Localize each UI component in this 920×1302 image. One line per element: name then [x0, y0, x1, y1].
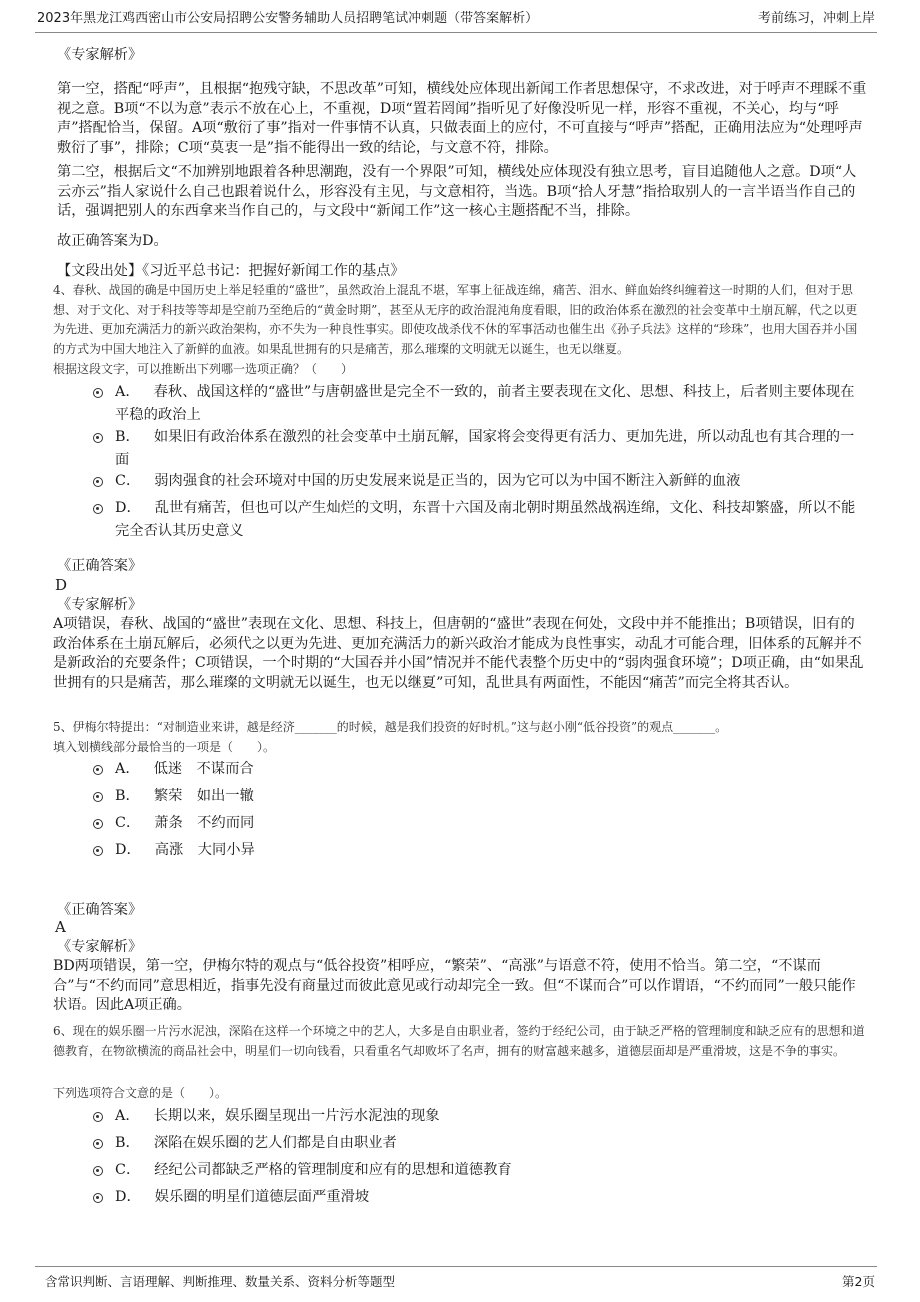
option-text: 弱肉强食的社会环境对中国的历史发展来说是正当的，因为它可以为中国不断注入新鲜的血液: [154, 473, 741, 489]
radio-icon[interactable]: [93, 477, 103, 487]
q6-option-a[interactable]: [93, 1105, 793, 1128]
q5-analysis: BD两项错误，第一空，伊梅尔特的观点与“低谷投资”相呼应，“繁荣”、“高涨”与语意不符，使用不恰当。第二空，“不谋而合”与“不约而同”意思相近，指事先没有商量过而彼此意见或行动却完全一致。但“不谋而合”可以作谓语，“不约而同”一般只能作状语。因此A项正确。: [53, 958, 856, 1013]
option-text: 娱乐圈的明星们道德层面严重滑坡: [154, 1189, 370, 1205]
q6-prompt: 下列选项符合文意的是（ ）。: [53, 1086, 228, 1100]
q5-option-c[interactable]: [93, 812, 493, 835]
page-footer: [35, 1266, 877, 1297]
q4-analysis: A项错误，春秋、战国的“盛世”表现在文化、思想、科技上，但唐朝的“盛世”表现在何处，文段中并不能推出；B项错误，旧有的政治体系在土崩瓦解后，必须代之以更为先进、更加充满活力的新兴政治才能成为良性事实，动乱才可能合理，旧体系的瓦解并不是新政治的充要条件；C项错误，一个时期的“大国吞并小国”情况并不能代表整个历史中的“弱肉强食环境”；D项正确，由“如果乱世拥有的只是痛苦，那么璀璨的文明就无以诞生，也无以继夏”可知，乱世具有两面性，不能因“痛苦”而完全将其否认。: [53, 616, 864, 691]
option-letter: A．: [115, 1108, 140, 1124]
footer-categories: 含常识判断、言语理解、判断推理、数量关系、资料分析等题型: [45, 1274, 396, 1289]
option-text: 低迷 不谋而合: [153, 761, 254, 777]
option-letter: D．: [115, 500, 141, 516]
option-letter: D．: [115, 1189, 141, 1205]
q5-answer-heading: 《正确答案》: [57, 902, 143, 918]
q4-option-a[interactable]: [93, 381, 863, 427]
q3-analysis-heading: 《专家解析》: [57, 47, 143, 63]
option-letter: B．: [115, 788, 140, 804]
radio-icon[interactable]: [93, 388, 103, 398]
q6-stem: 6、现在的娱乐圈一片污水泥浊，深陷在这样一个环境之中的艺人，大多是自由职业者，签约于经纪公司，由于缺乏严格的管理制度和缺乏应有的思想和道德教育，在物欲横流的商品社会中，明星们一切向钱看，只看重名气却败坏了名声，拥有的财富越来越多，道德层面却是严重滑坡，这是不争的事实。: [53, 1024, 865, 1058]
option-letter: C．: [115, 815, 141, 831]
option-text: 深陷在娱乐圈的艺人们都是自由职业者: [153, 1135, 397, 1151]
document-title: 2023年黑龙江鸡西密山市公安局招聘公安警务辅助人员招聘笔试冲刺题（带答案解析）: [37, 11, 539, 26]
radio-icon[interactable]: [93, 504, 103, 514]
radio-icon[interactable]: [93, 433, 103, 443]
option-letter: C．: [115, 473, 141, 489]
q6-option-c[interactable]: [93, 1159, 793, 1182]
q5-prompt: 填入划横线部分最恰当的一项是（ ）。: [53, 740, 276, 754]
option-text: 繁荣 如出一辙: [153, 788, 254, 804]
radio-icon[interactable]: [93, 765, 103, 775]
option-text: 如果旧有政治体系在激烈的社会变革中土崩瓦解，国家将会变得更有活力、更加先进，所以动乱也有其合理的一面: [115, 429, 855, 468]
q4-answer-heading: 《正确答案》: [57, 558, 143, 574]
q4-analysis-heading: 《专家解析》: [57, 597, 143, 613]
q5-stem: 5、伊梅尔特提出：“对制造业来讲，越是经济_______的时候，越是我们投资的好时机。”这与赵小刚“低谷投资”的观点_______。: [53, 720, 728, 734]
q4-prompt: 根据这段文字，可以推断出下列哪一选项正确？（ ）: [53, 362, 354, 376]
q6-option-d[interactable]: [93, 1186, 793, 1209]
q4-option-d[interactable]: [93, 497, 863, 543]
q5-option-d[interactable]: [93, 839, 493, 862]
q5-option-a[interactable]: [93, 758, 493, 781]
q5-answer: A: [55, 918, 66, 936]
option-letter: A．: [115, 384, 140, 400]
page-number: 第2页: [842, 1274, 875, 1289]
q4-stem: 4、春秋、战国的确是中国历史上举足轻重的“盛世”，虽然政治上混乱不堪，军事上征战连绵，痛苦、泪水、鲜血始终纠缠着这一时期的人们，但对于思想、对于文化、对于科技等等却是空前乃至绝后的“黄金时期”，甚至从无序的政治混沌角度看眼，旧的政治体系在激烈的社会变革中土崩瓦解，代之以更为先进、更加充满活力的新兴政治架构，亦不失为一种良性事实。即使攻战杀伐不休的军事活动也催生出《孙子兵法》这样的“珍珠”，也用大国吞并小国的方式为中国大地注入了新鲜的血液。如果乱世拥有的只是痛苦，那么璀璨的文明就无以诞生，也无以继夏。: [53, 283, 858, 356]
q4-option-b[interactable]: [93, 426, 863, 472]
radio-icon[interactable]: [93, 792, 103, 802]
q3-analysis-p1: 第一空，搭配“呼声”，且根据“抱残守缺，不思改革”可知，横线处应体现出新闻工作者思想保守，不求改进，对于呼声不理睬不重视之意。B项“不以为意”表示不放在心上，不重视，D项“置若罔闻”指听见了好像没听见一样，形容不重视，不关心，均与“呼声”搭配恰当，保留。A项“敷衍了事”指对一件事情不认真，只做表面上的应付，不可直接与“呼声”搭配，正确用法应为“处理呼声敷衍了事”，排除；C项“莫衷一是”指不能得出一致的结论，与文意不符，排除。: [57, 81, 867, 156]
option-text: 长期以来，娱乐圈呈现出一片污水泥浊的现象: [153, 1108, 440, 1124]
radio-icon[interactable]: [93, 1112, 103, 1122]
q4-option-c[interactable]: [93, 470, 863, 493]
q5-option-b[interactable]: [93, 785, 493, 808]
option-text: 高涨 大同小异: [154, 842, 255, 858]
q3-analysis-p2: 第二空，根据后文“不加辨别地跟着各种思潮跑，没有一个界限”可知，横线处应体现没有独立思考，盲目追随他人之意。D项“人云亦云”指人家说什么自己也跟着说什么，形容没有主见，与文意相符，当选。B项“拾人牙慧”指拾取别人的一言半语当作自己的话，强调把别人的东西拿来当作自己的，与文段中“新闻工作”这一核心主题搭配不当，排除。: [57, 164, 857, 219]
header-slogan: 考前练习，冲刺上岸: [757, 11, 875, 26]
radio-icon[interactable]: [93, 846, 103, 856]
q5-analysis-heading: 《专家解析》: [57, 939, 143, 955]
option-text: 经纪公司都缺乏严格的管理制度和应有的思想和道德教育: [154, 1162, 512, 1178]
page-header: [35, 6, 877, 33]
radio-icon[interactable]: [93, 1193, 103, 1203]
option-letter: D．: [115, 842, 141, 858]
option-letter: B．: [115, 1135, 140, 1151]
q3-conclusion: 故正确答案为D。: [57, 233, 168, 249]
radio-icon[interactable]: [93, 1166, 103, 1176]
option-text: 萧条 不约而同: [154, 815, 255, 831]
option-letter: C．: [115, 1162, 141, 1178]
radio-icon[interactable]: [93, 819, 103, 829]
option-text: 乱世有痛苦，但也可以产生灿烂的文明，东晋十六国及南北朝时期虽然战祸连绵，文化、科技却繁盛，所以不能完全否认其历史意义: [115, 500, 856, 539]
q4-answer: D: [55, 576, 68, 594]
q3-source: 【文段出处】《习近平总书记：把握好新闻工作的基点》: [57, 263, 405, 279]
option-letter: A．: [115, 761, 140, 777]
q6-option-b[interactable]: [93, 1132, 793, 1155]
option-letter: B．: [115, 429, 140, 445]
option-text: 春秋、战国这样的“盛世”与唐朝盛世是完全不一致的，前者主要表现在文化、思想、科技上，后者则主要体现在平稳的政治上: [115, 384, 855, 423]
radio-icon[interactable]: [93, 1139, 103, 1149]
